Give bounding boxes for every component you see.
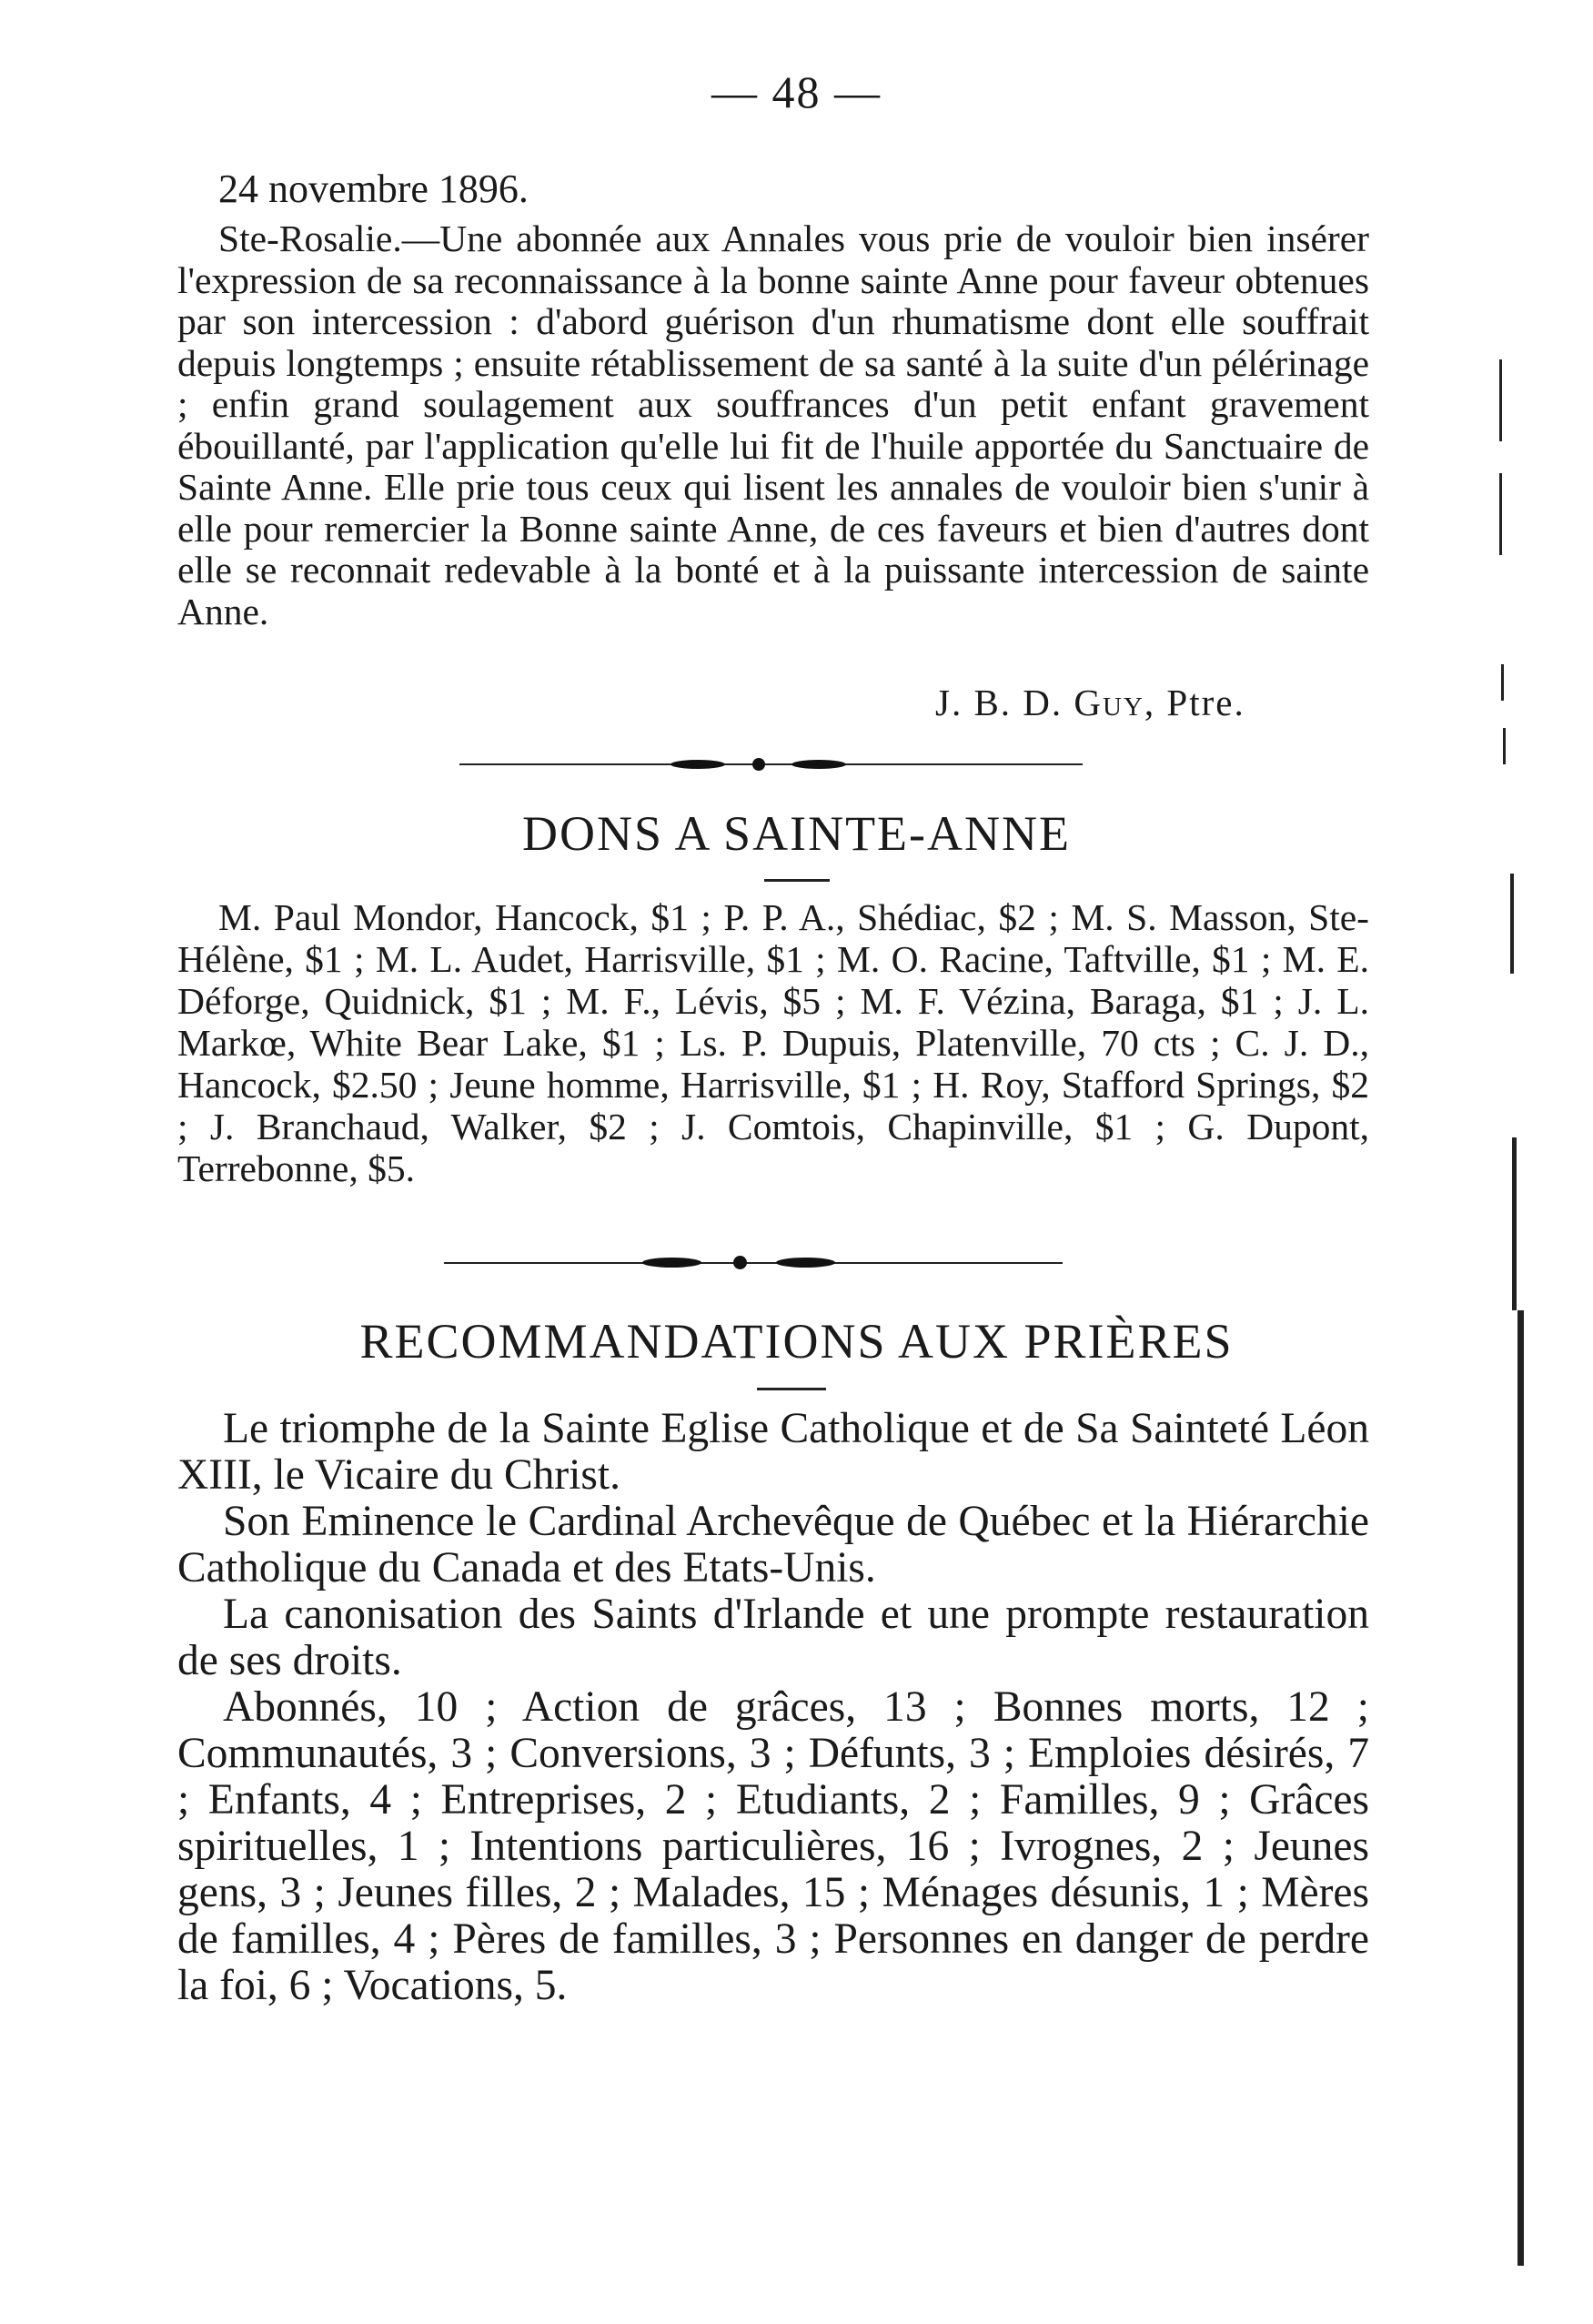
divider-ornament-right xyxy=(791,760,846,769)
recommandation-paragraph: Son Eminence le Cardinal Archevêque de Québec et la Hiérarchie Catholique du Canada et des Etats-Unis. xyxy=(177,1498,1369,1591)
divider-ornament-right xyxy=(776,1258,835,1268)
ornamental-divider-1 xyxy=(459,761,1083,768)
dons-body: M. Paul Mondor, Hancock, $1 ; P. P. A., Shédiac, $2 ; M. S. Masson, Ste-Hélène, $1 ; M. L. Audet, Harrisville, $1 ; M. O. Racine, Taftville, $1 ; M. E. Déforge, Quidnick, $1 ; M. F., Lévis, $5 ; M. F. Vézina, Baraga, $1 ; J. L. Markœ, White Bear Lake, $1 ; Ls. P. Dupuis, Platenville, 70 cts ; C. J. D., Hancock, $2.50 ; Jeune homme, Harrisville, $1 ; H. Roy, Stafford Springs, $2 ; J. Branchaud, Walker, $2 ; J. Comtois, Chapinville, $1 ; G. Dupont, Terrebonne, $5. xyxy=(177,896,1369,1189)
recommandations-body xyxy=(177,1406,1369,2009)
letter-body: Ste-Rosalie.—Une abonnée aux Annales vous prie de vouloir bien insérer l'expression de sa reconnaissance à la bonne sainte Anne pour faveur obtenues par son intercession : d'abord guérison d'un rhumatisme dont elle souffrait depuis longtemps ; ensuite rétablissement de sa santé à la suite d'un pélérinage ; enfin grand soulagement aux souffrances d'un petit enfant gravement ébouillanté, par l'application qu'elle lui fit de l'huile apportée du Sanctuaire de Sainte Anne. Elle prie tous ceux qui lisent les annales de vouloir bien s'unir à elle pour remercier la Bonne sainte Anne, de ces faveurs et bien d'autres dont elle se reconnait redevable à la bonté et à la puissante intercession de sainte Anne. xyxy=(177,217,1369,632)
dons-heading-rule xyxy=(764,879,830,882)
divider-line xyxy=(459,763,1083,765)
scan-edge-mark xyxy=(1499,473,1502,555)
signature-name: Guy xyxy=(1074,682,1144,723)
scan-edge-mark xyxy=(1501,664,1504,701)
letter-signature xyxy=(935,681,1245,724)
recommandation-paragraph: Le triomphe de la Sainte Eglise Catholique et de Sa Sainteté Léon XIII, le Vicaire du Christ. xyxy=(177,1405,1369,1499)
page-number: — 48 — xyxy=(711,66,882,117)
divider-ornament-left xyxy=(670,760,725,769)
recommandations-heading-rule xyxy=(757,1388,826,1390)
recommandation-paragraph: La canonisation des Saints d'Irlande et une prompte restauration de ses droits. xyxy=(177,1591,1369,1684)
dons-heading: DONS A SAINTE-ANNE xyxy=(522,806,1071,861)
recommandations-heading: RECOMMANDATIONS AUX PRIÈRES xyxy=(359,1314,1234,1369)
scan-edge-mark xyxy=(1512,1137,1517,1310)
scan-edge-mark xyxy=(1517,1310,1524,2266)
scan-edge-mark xyxy=(1510,874,1514,974)
signature-title: , Ptre. xyxy=(1144,682,1245,723)
scan-edge-mark xyxy=(1503,728,1506,764)
divider-ornament-left xyxy=(642,1258,701,1268)
divider-ornament-center xyxy=(733,1256,747,1269)
letter-date: 24 novembre 1896. xyxy=(218,167,529,211)
ornamental-divider-2 xyxy=(444,1259,1063,1267)
signature-initials: J. B. D. xyxy=(935,682,1074,723)
recommandation-paragraph: Abonnés, 10 ; Action de grâces, 13 ; Bonnes morts, 12 ; Communautés, 3 ; Conversions, 3 ; Défunts, 3 ; Emploies désirés, 7 ; Enfants, 4 ; Entreprises, 2 ; Etudiants, 2 ; Familles, 9 ; Grâces spirituelles, 1 ; Intentions particulières, 16 ; Ivrognes, 2 ; Jeunes gens, 3 ; Jeunes filles, 2 ; Malades, 15 ; Ménages désunis, 1 ; Mères de familles, 4 ; Pères de familles, 3 ; Personnes en danger de perdre la foi, 6 ; Vocations, 5. xyxy=(177,1683,1369,2009)
divider-line xyxy=(444,1262,1063,1264)
divider-ornament-center xyxy=(752,758,765,771)
scan-edge-mark xyxy=(1499,359,1502,441)
